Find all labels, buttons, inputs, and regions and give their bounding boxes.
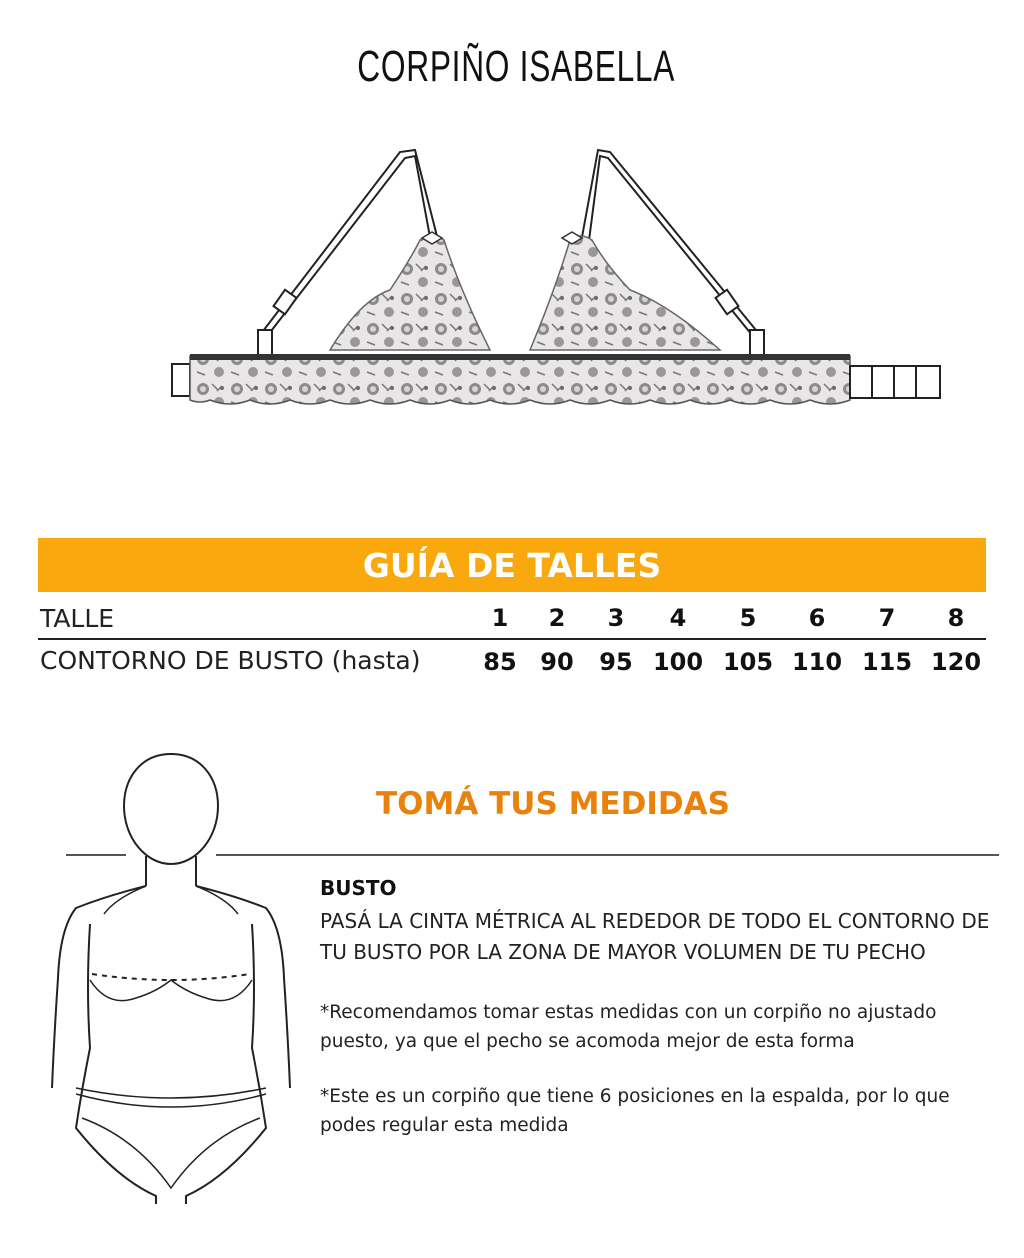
recommendation-note: *Recomendamos tomar estas medidas con un corpiño no ajustado puesto, ya que el pecho se acomoda mejor de esta forma: [320, 1002, 937, 1052]
adjustment-note: *Este es un corpiño que tiene 6 posiciones en la espalda, por lo que podes regular esta medida: [320, 1086, 950, 1136]
bust-cell: 120: [930, 648, 982, 676]
size-row-label: TALLE: [40, 604, 115, 633]
busto-heading: BUSTO: [320, 876, 397, 900]
size-cell: 4: [669, 604, 687, 632]
bust-cell: 115: [861, 648, 913, 676]
bust-cell: 90: [540, 648, 574, 676]
measurements-title: TOMÁ TUS MEDIDAS: [376, 786, 730, 822]
table-divider: [38, 638, 986, 640]
page-title: CORPIÑO ISABELLA: [357, 42, 676, 91]
bust-cell: 105: [722, 648, 774, 676]
bust-cell: 110: [791, 648, 843, 676]
bra-illustration: [160, 140, 960, 420]
size-cell: 7: [878, 604, 896, 632]
bust-cell: 100: [652, 648, 704, 676]
body-figure-illustration: [46, 748, 296, 1208]
bust-cell: 95: [599, 648, 633, 676]
size-cell: 8: [947, 604, 965, 632]
size-cell: 1: [491, 604, 509, 632]
bust-cell: 85: [483, 648, 517, 676]
size-guide-title: GUÍA DE TALLES: [38, 538, 986, 592]
size-cell: 3: [607, 604, 625, 632]
size-cell: 5: [739, 604, 757, 632]
busto-instructions: PASÁ LA CINTA MÉTRICA AL REDEDOR DE TODO EL CONTORNO DE TU BUSTO POR LA ZONA DE MAYOR VOLUMEN DE TU PECHO: [320, 909, 990, 964]
size-cell: 2: [548, 604, 566, 632]
bust-row-label: CONTORNO DE BUSTO (hasta): [40, 646, 421, 675]
size-cell: 6: [808, 604, 826, 632]
